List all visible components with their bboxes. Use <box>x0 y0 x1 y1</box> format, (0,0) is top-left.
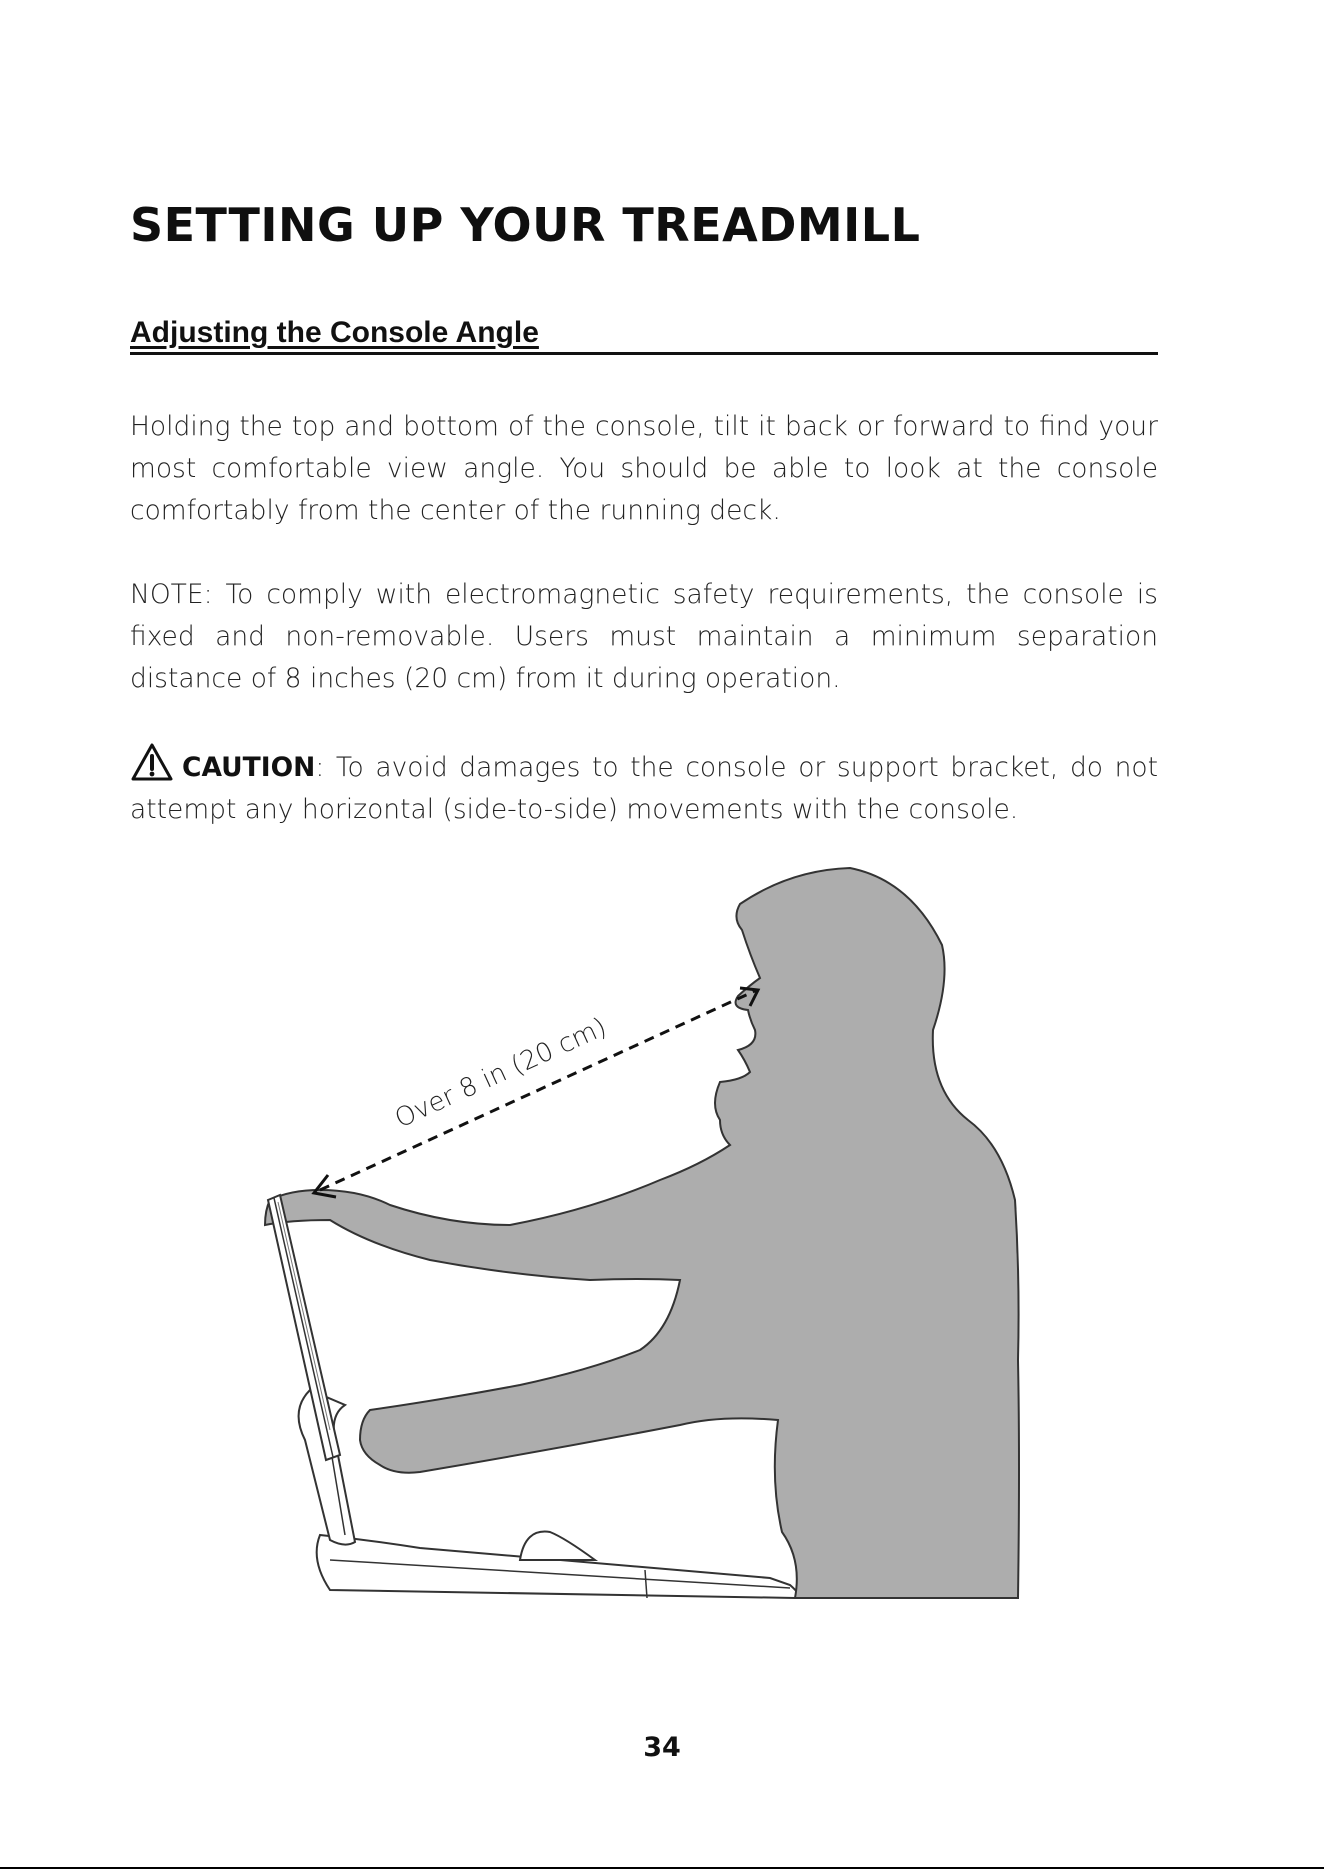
console-distance-illustration <box>250 860 1050 1610</box>
page-title: SETTING UP YOUR TREADMILL <box>130 198 921 252</box>
bottom-rule <box>0 1867 1324 1869</box>
handlebar-grip <box>520 1532 595 1560</box>
caution-paragraph <box>130 742 1158 831</box>
caution-text: : To avoid damages to the console or support bracket, do not attempt any horizontal (side-to-side) movements with the console. <box>130 752 1158 825</box>
warning-triangle-icon <box>130 742 174 782</box>
instruction-paragraph: Holding the top and bottom of the console, tilt it back or forward to find your most comfortable view angle. You should be able to look at the console comfortably from the center of the running deck. <box>130 411 1158 526</box>
distance-label: Over 8 in (20 cm) <box>390 1012 612 1135</box>
page-number: 34 <box>643 1732 681 1763</box>
section-heading <box>130 316 1158 355</box>
person-silhouette <box>265 868 1019 1598</box>
caution-label: CAUTION <box>182 752 316 783</box>
note-paragraph: NOTE: To comply with electromagnetic safety requirements, the console is fixed and non-removable. Users must maintain a minimum separation distance of 8 inches (20 cm) from it during operation. <box>130 579 1158 694</box>
section-heading-text: Adjusting the Console Angle <box>130 316 539 349</box>
